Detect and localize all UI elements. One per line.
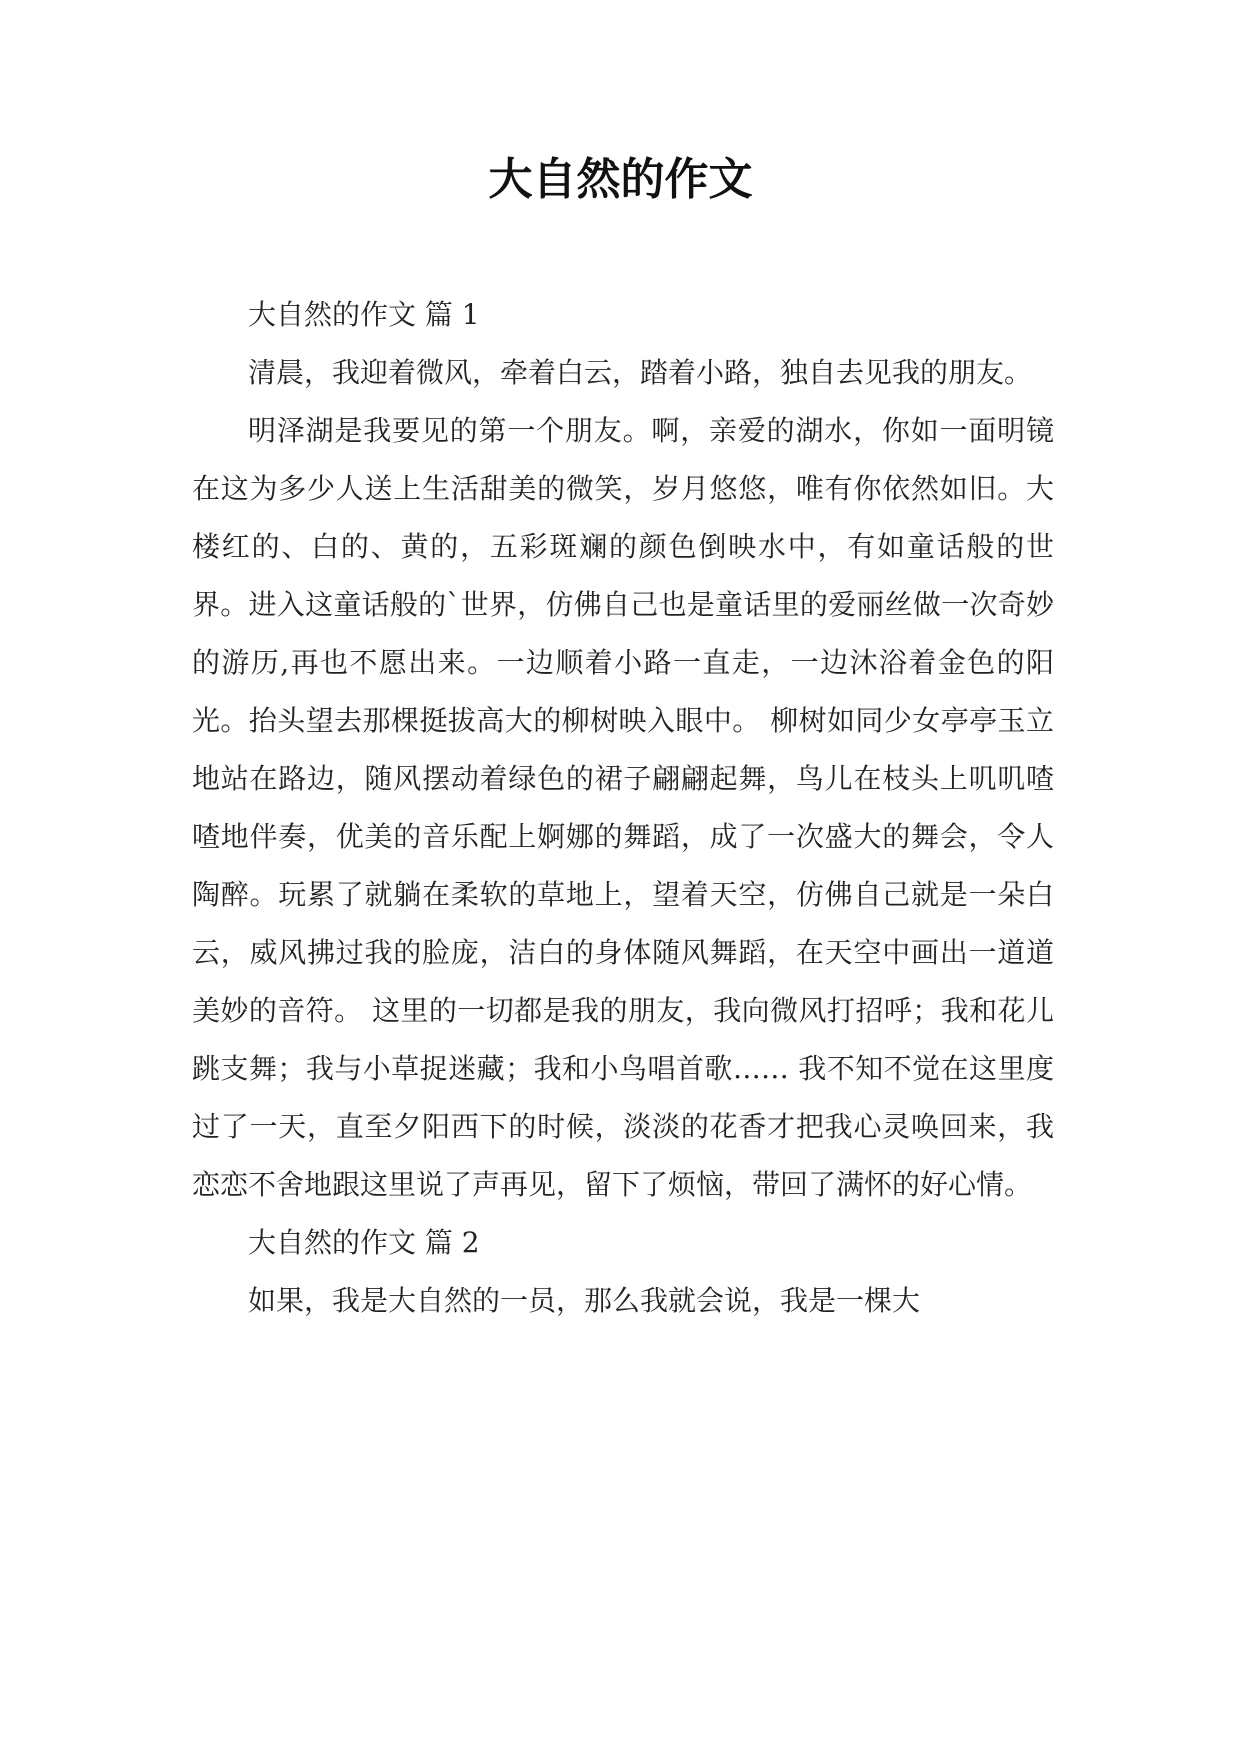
document-title: 大自然的作文 xyxy=(488,154,753,205)
section-1-heading: 大自然的作文 篇 1 xyxy=(248,298,480,331)
document-body xyxy=(192,286,1054,1330)
section-1-paragraph-2: 明泽湖是我要见的第一个朋友。啊，亲爱的湖水，你如一面明镜在这为多少人送上生活甜美的微笑，岁月悠悠，唯有你依然如旧。大楼红的、白的、黄的，五彩斑斓的颜色倒映水中，有如童话般的世界。进入这童话般的`世界，仿佛自己也是童话里的爱丽丝做一次奇妙的游历,再也不愿出来。一边顺着小路一直走，一边沐浴着金色的阳光。抬头望去那棵挺拔高大的柳树映入眼中。 柳树如同少女亭亭玉立地站在路边，随风摆动着绿色的裙子翩翩起舞，鸟儿在枝头上叽叽喳喳地伴奏，优美的音乐配上婀娜的舞蹈，成了一次盛大的舞会，令人陶醉。玩累了就躺在柔软的草地上，望着天空，仿佛自己就是一朵白云，威风拂过我的脸庞，洁白的身体随风舞蹈，在天空中画出一道道美妙的音符。 这里的一切都是我的朋友，我向微风打招呼；我和花儿跳支舞；我与小草捉迷藏；我和小鸟唱首歌…… 我不知不觉在这里度过了一天，直至夕阳西下的时候，淡淡的花香才把我心灵唤回来，我恋恋不舍地跟这里说了声再见，留下了烦恼，带回了满怀的好心情。 xyxy=(192,414,1054,1201)
section-2-paragraph-1: 如果，我是大自然的一员，那么我就会说，我是一棵大 xyxy=(248,1284,921,1317)
section-2-heading: 大自然的作文 篇 2 xyxy=(248,1226,480,1259)
section-1-paragraph-1: 清晨，我迎着微风，牵着白云，踏着小路，独自去见我的朋友。 xyxy=(248,356,1033,389)
